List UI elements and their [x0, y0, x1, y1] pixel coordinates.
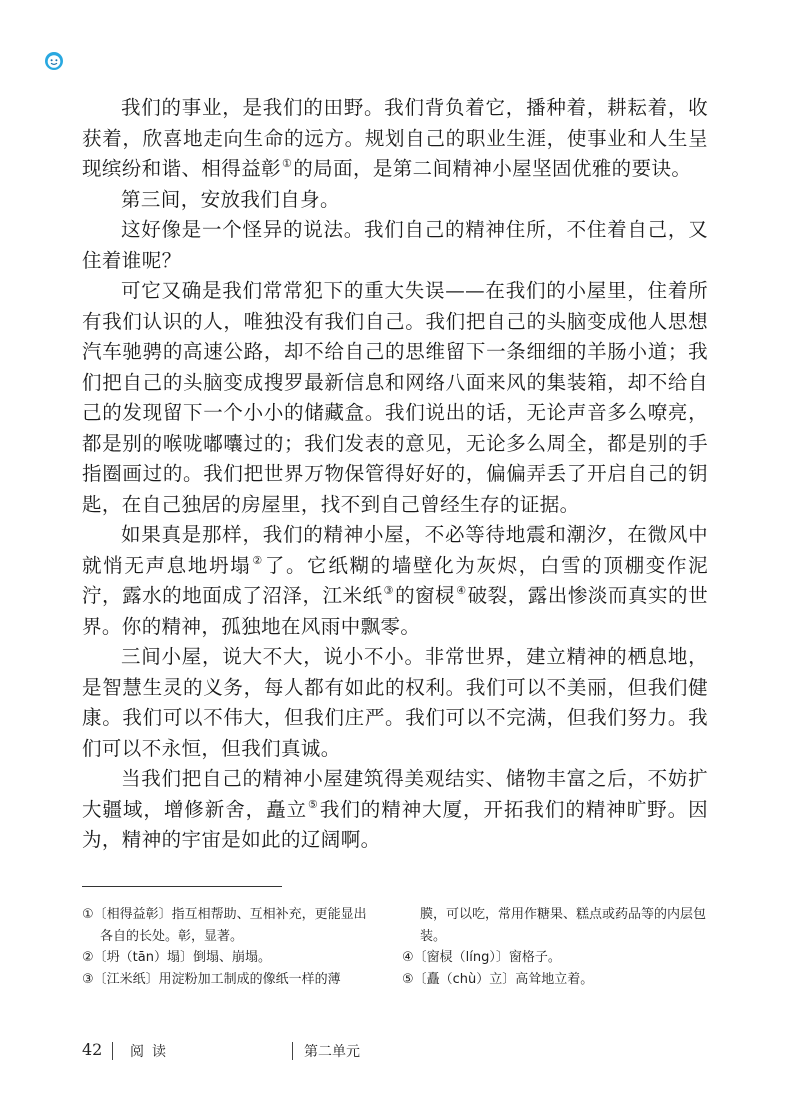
paragraph: 如果真是那样，我们的精神小屋，不必等待地震和潮汐，在微风中就悄无声息地坍塌②了。它纸糊的墙壁化为灰烬，白雪的顶棚变作泥泞，露水的地面成了沼泽，江米纸③的窗棂④破裂，露出惨淡而真实的世界。你的精神，孤独地在风雨中飘零。	[82, 523, 709, 638]
footer-divider	[292, 1042, 293, 1060]
footnote-ref-3[interactable]: ③	[383, 584, 395, 597]
paragraph: 当我们把自己的精神小屋建筑得美观结实、储物丰富之后，不妨扩大疆域，增修新舍，矗立⑤我们的精神大厦，开拓我们的精神旷野。因为，精神的宇宙是如此的辽阔啊。	[82, 767, 708, 851]
footnote-continuation: 膜，可以吃，常用作糖果、糕点或药品等的内层包装。	[420, 907, 707, 944]
paragraph: 我们的事业，是我们的田野。我们背负着它，播种着，耕耘着，收获着，欣喜地走向生命的远方。规划自己的职业生涯，使事业和人生呈现缤纷和谐、相得益彰①的局面，是第二间精神小屋坚固优雅的要诀。	[82, 96, 708, 180]
footer-divider	[112, 1042, 113, 1060]
paragraph: 可它又确是我们常常犯下的重大失误——在我们的小屋里，住着所有我们认识的人，唯独没有我们自己。我们把自己的头脑变成他人思想汽车驰骋的高速公路，却不给自己的思维留下一条细细的羊肠小道；我们把自己的头脑变成搜罗最新信息和网络八面来风的集装箱，却不给自己的发现留下一个小小的储藏盒。我们说出的话，无论声音多么嘹亮，都是别的喉咙嘟囔过的；我们发表的意见，无论多么周全，都是别的手指圈画过的。我们把世界万物保管得好好的，偏偏弄丢了开启自己的钥匙，在自己独居的房屋里，找不到自己曾经生存的证据。	[82, 279, 708, 516]
paragraph: 第三间，安放我们自身。	[121, 187, 340, 211]
footnote: ③〔江米纸〕用淀粉加工制成的像纸一样的薄	[82, 971, 341, 987]
footnote-ref-5[interactable]: ⑤	[308, 797, 319, 811]
footnote: ④〔窗棂（líng）〕窗格子。	[402, 950, 561, 965]
footnote-divider	[82, 886, 282, 887]
smiley-face-icon	[44, 51, 64, 71]
footnote: ①〔相得益彰〕指互相帮助、互相补充，更能显出各自的长处。彰，显著。	[82, 907, 367, 944]
unit-label: 第二单元	[304, 1044, 360, 1060]
footnote-ref-4[interactable]: ④	[456, 584, 467, 597]
page-footer	[0, 1040, 800, 1070]
footnote: ⑤〔矗（chù）立〕高耸地立着。	[402, 971, 594, 987]
footnote: ②〔坍（tān）塌〕倒塌、崩塌。	[82, 950, 271, 965]
footnotes-left-column	[82, 904, 377, 990]
footnotes-right-column	[402, 904, 712, 990]
footnote-ref-2[interactable]: ②	[252, 553, 264, 567]
page-number: 42	[82, 1040, 103, 1059]
section-label: 阅读	[130, 1044, 174, 1060]
footnote-ref-1[interactable]: ①	[282, 157, 293, 170]
paragraph: 这好像是一个怪异的说法。我们自己的精神住所，不住着自己，又住着谁呢？	[82, 218, 708, 272]
paragraph: 三间小屋，说大不大，说小不小。非常世界，建立精神的栖息地，是智慧生灵的义务，每人都有如此的权利。我们可以不美丽，但我们健康。我们可以不伟大，但我们庄严。我们可以不完满，但我们努力。我们可以不永恒，但我们真诚。	[82, 645, 708, 760]
article-body	[82, 93, 708, 856]
